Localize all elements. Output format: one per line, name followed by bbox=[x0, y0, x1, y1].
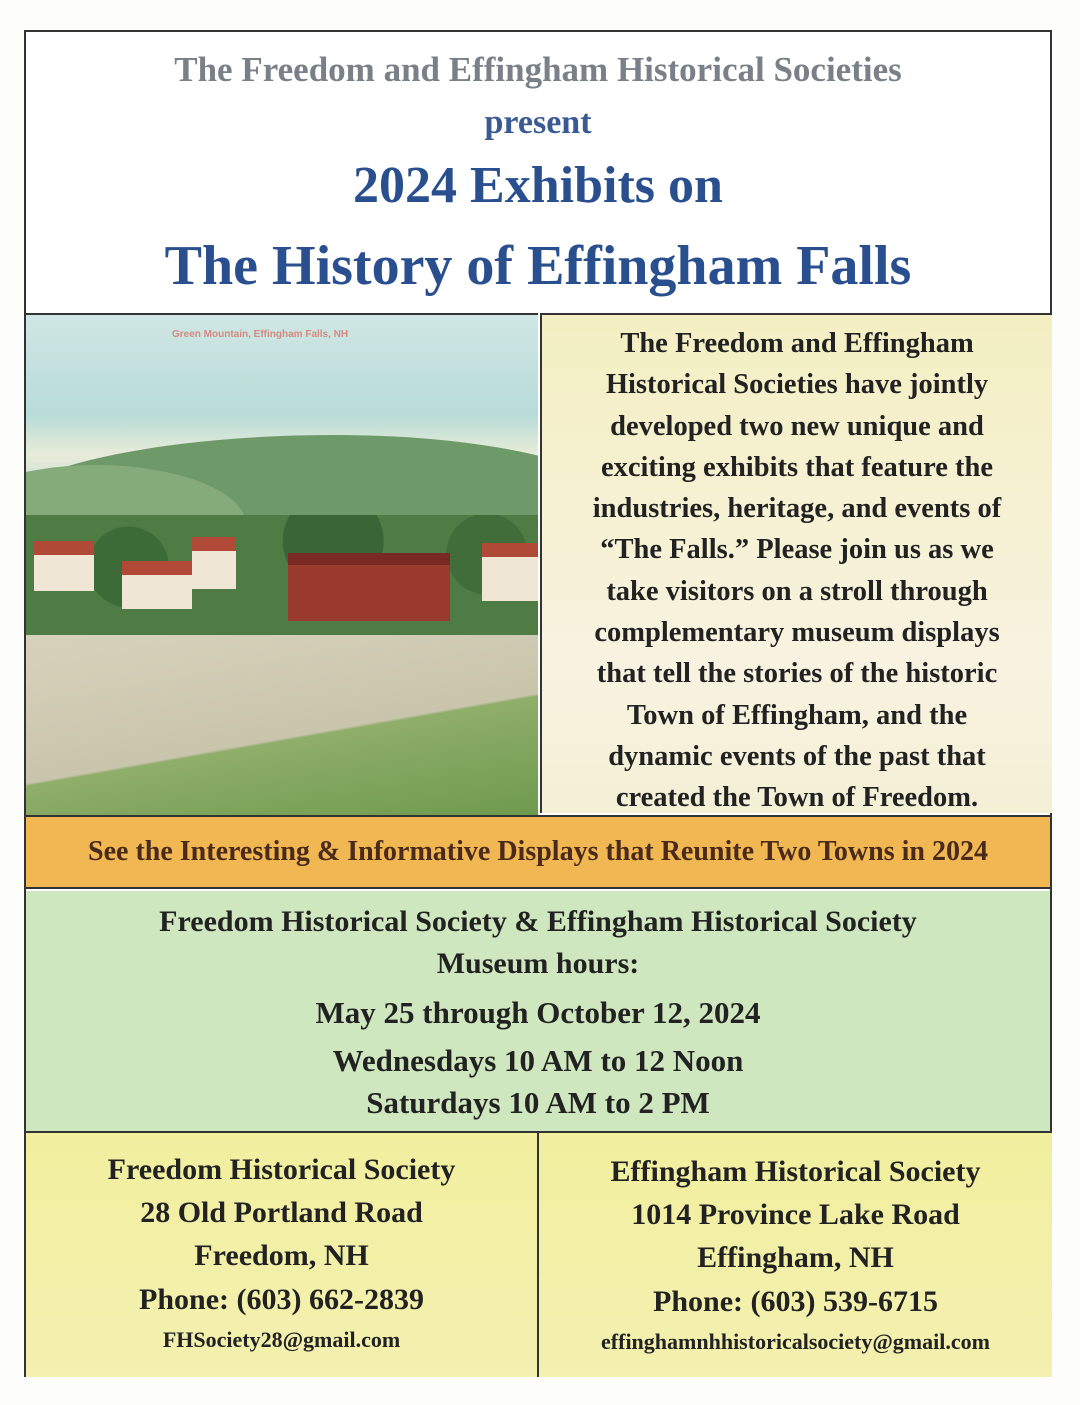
house bbox=[34, 541, 94, 591]
description bbox=[540, 313, 1052, 813]
description-line: dynamic events of the past that bbox=[608, 740, 986, 772]
freedom-contact bbox=[26, 1133, 539, 1377]
street-address: 28 Old Portland Road bbox=[140, 1196, 423, 1229]
house bbox=[122, 561, 192, 609]
banner: See the Interesting & Informative Displays that Reunite Two Towns in 2024 bbox=[26, 815, 1050, 889]
presenters: The Freedom and Effingham Historical Societies bbox=[174, 50, 902, 89]
description-line: industries, heritage, and events of bbox=[592, 493, 1002, 525]
saturday-hours: Saturdays 10 AM to 2 PM bbox=[366, 1085, 710, 1120]
society-name: Freedom Historical Society bbox=[107, 1153, 456, 1186]
description-line: Historical Societies have jointly bbox=[605, 369, 989, 401]
description-line: complementary museum displays bbox=[594, 617, 1000, 649]
description-line: created the Town of Freedom. bbox=[615, 782, 979, 814]
description-line: “The Falls.” Please join us as we bbox=[600, 534, 994, 566]
museum-hours bbox=[26, 891, 1050, 1133]
mill-building bbox=[288, 553, 450, 621]
title-line-2: The History of Effingham Falls bbox=[164, 235, 912, 297]
societies-heading: Freedom Historical Society & Effingham Historical Society bbox=[159, 905, 917, 938]
email-link[interactable]: FHSociety28@gmail.com bbox=[162, 1327, 401, 1352]
title-line-1: 2024 Exhibits on bbox=[353, 157, 723, 214]
present-label: present bbox=[484, 104, 592, 141]
trees bbox=[26, 515, 538, 645]
effingham-contact bbox=[539, 1133, 1052, 1377]
description-line: that tell the stories of the historic bbox=[596, 658, 998, 690]
phone: Phone: (603) 662-2839 bbox=[139, 1283, 424, 1316]
description-line: Town of Effingham, and the bbox=[626, 699, 968, 731]
wednesday-hours: Wednesdays 10 AM to 12 Noon bbox=[332, 1043, 744, 1078]
email-link[interactable]: effinghamnhhistoricalsociety@gmail.com bbox=[601, 1329, 990, 1354]
postcard-image bbox=[26, 313, 538, 815]
road bbox=[26, 635, 538, 815]
description-line: developed two new unique and bbox=[610, 410, 984, 442]
hours-label: Museum hours: bbox=[436, 947, 640, 980]
city: Freedom, NH bbox=[194, 1239, 369, 1272]
season-dates: May 25 through October 12, 2024 bbox=[315, 995, 761, 1030]
city: Effingham, NH bbox=[697, 1241, 894, 1274]
flyer-header bbox=[26, 32, 1050, 312]
flyer bbox=[24, 30, 1052, 1377]
house bbox=[482, 543, 538, 601]
society-name: Effingham Historical Society bbox=[610, 1155, 981, 1188]
house bbox=[192, 537, 236, 589]
postcard-caption: Green Mountain, Effingham Falls, NH bbox=[172, 329, 349, 340]
phone: Phone: (603) 539-6715 bbox=[653, 1285, 938, 1318]
description-line: The Freedom and Effingham bbox=[620, 328, 974, 359]
description-line: exciting exhibits that feature the bbox=[600, 451, 994, 483]
description-line: take visitors on a stroll through bbox=[606, 575, 988, 607]
street-address: 1014 Province Lake Road bbox=[631, 1198, 960, 1231]
